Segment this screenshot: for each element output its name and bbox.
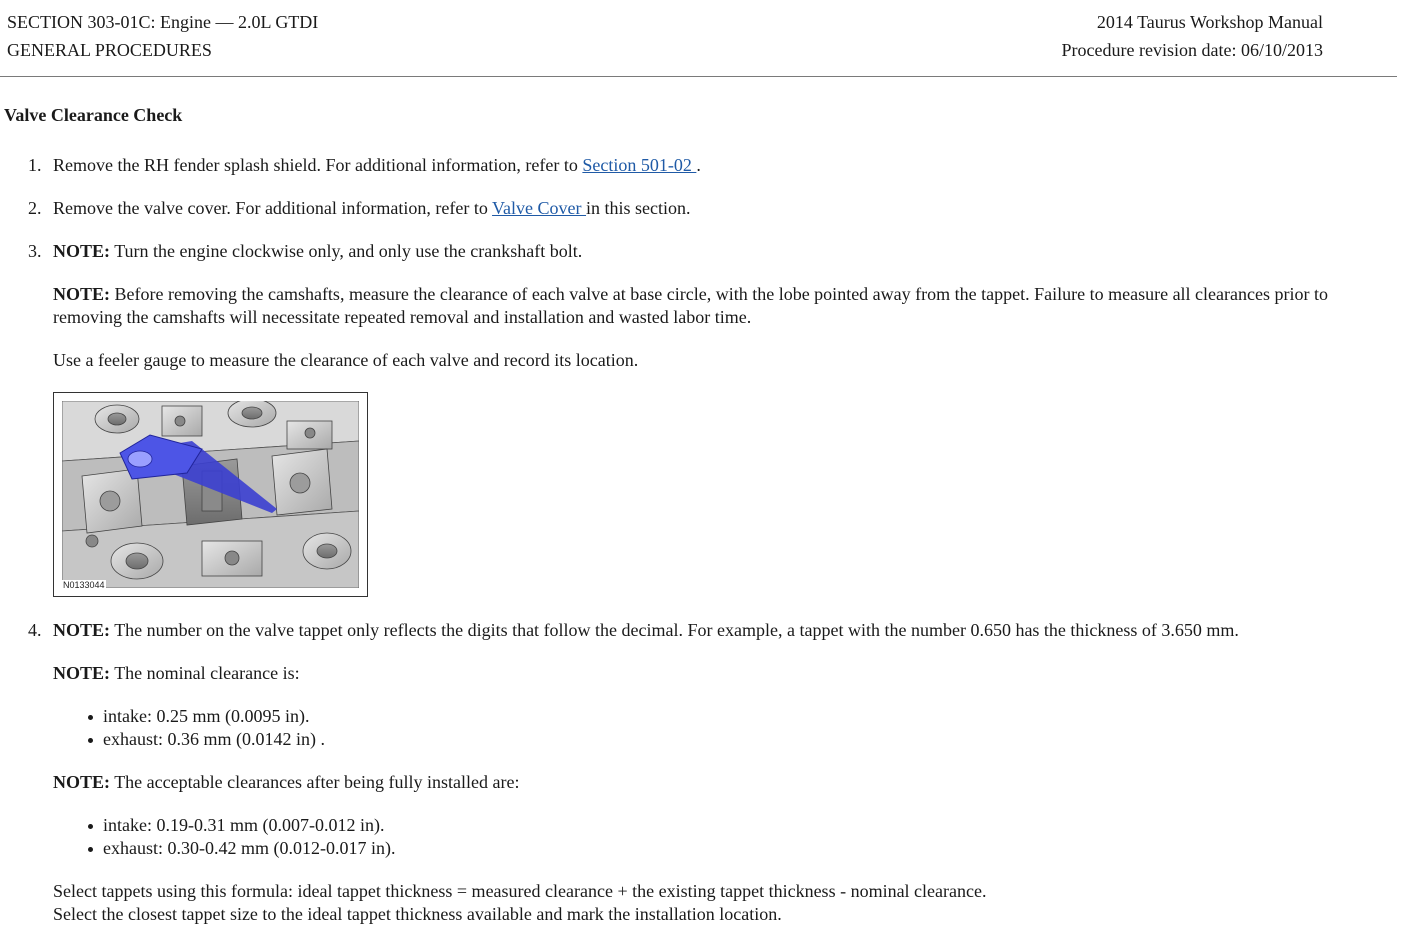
section-501-02-link[interactable]: Section 501-02: [582, 155, 697, 175]
header-right: [1062, 11, 1323, 67]
tappet-formula: Select tappets using this formula: ideal tappet thickness = measured clearance + the existing tappet thickness - nominal clearance. Select the closest tappet size to the ideal tappet thickness available and mark the installation location.: [53, 881, 987, 924]
section-title: SECTION 303-01C: Engine — 2.0L GTDI: [7, 12, 319, 32]
note-label: NOTE:: [53, 620, 111, 640]
manual-title: 2014 Taurus Workshop Manual: [1096, 12, 1323, 32]
revision-date: Procedure revision date: 06/10/2013: [1061, 40, 1323, 60]
note-label: NOTE:: [53, 663, 111, 683]
step-number: 1.: [28, 155, 42, 175]
list-item: exhaust: 0.36 mm (0.0142 in) .: [53, 728, 1405, 751]
acceptable-clearance-list: [53, 814, 1405, 860]
note-label: NOTE:: [53, 241, 111, 261]
procedure-title: Valve Clearance Check: [4, 105, 183, 125]
engine-camshaft-drawing: [62, 401, 359, 588]
figure-id-label: N0133044: [63, 580, 105, 590]
list-item: intake: 0.25 mm (0.0095 in).: [53, 705, 1405, 728]
step-4-note-3: NOTE: The acceptable clearances after being fully installed are:: [53, 772, 520, 792]
step-1-text: Remove the RH fender splash shield. For additional information, refer to Section 501-02 .: [53, 155, 701, 175]
list-item: exhaust: 0.30-0.42 mm (0.012-0.017 in).: [53, 837, 1405, 860]
step-1: [0, 154, 1405, 177]
step-number: 2.: [28, 198, 42, 218]
note-label: NOTE:: [53, 772, 111, 792]
valve-cover-link[interactable]: Valve Cover: [492, 198, 587, 218]
list-item: intake: 0.19-0.31 mm (0.007-0.012 in).: [53, 814, 1405, 837]
step-4-note-1: NOTE: The number on the valve tappet only reflects the digits that follow the decimal. For example, a tappet with the number 0.650 has the thickness of 3.650 mm.: [53, 620, 1239, 640]
procedure-steps: [0, 154, 1405, 946]
step-number: 3.: [28, 241, 42, 261]
step-3-note-1: NOTE: Turn the engine clockwise only, and only use the crankshaft bolt.: [53, 241, 583, 261]
step-3-instruction: Use a feeler gauge to measure the clearance of each valve and record its location.: [53, 350, 639, 370]
step-4-note-2: NOTE: The nominal clearance is:: [53, 663, 300, 683]
step-3: [0, 240, 1405, 597]
step-4: [0, 619, 1405, 926]
step-number: 4.: [28, 620, 42, 640]
step-2-text: Remove the valve cover. For additional information, refer to Valve Cover in this section.: [53, 198, 691, 218]
feeler-gauge-illustration[interactable]: [53, 392, 368, 597]
step-2: [0, 197, 1405, 220]
step-3-note-2: NOTE: Before removing the camshafts, measure the clearance of each valve at base circle, with the lobe pointed away from the tappet. Failure to measure all clearances prior to removing the camshafts will necessitate repeated removal and installation and wasted labor time.: [53, 284, 1328, 327]
header-left: [7, 11, 318, 67]
note-label: NOTE:: [53, 284, 111, 304]
page-header: [0, 0, 1397, 77]
nominal-clearance-list: [53, 705, 1405, 751]
section-category: GENERAL PROCEDURES: [7, 40, 212, 60]
